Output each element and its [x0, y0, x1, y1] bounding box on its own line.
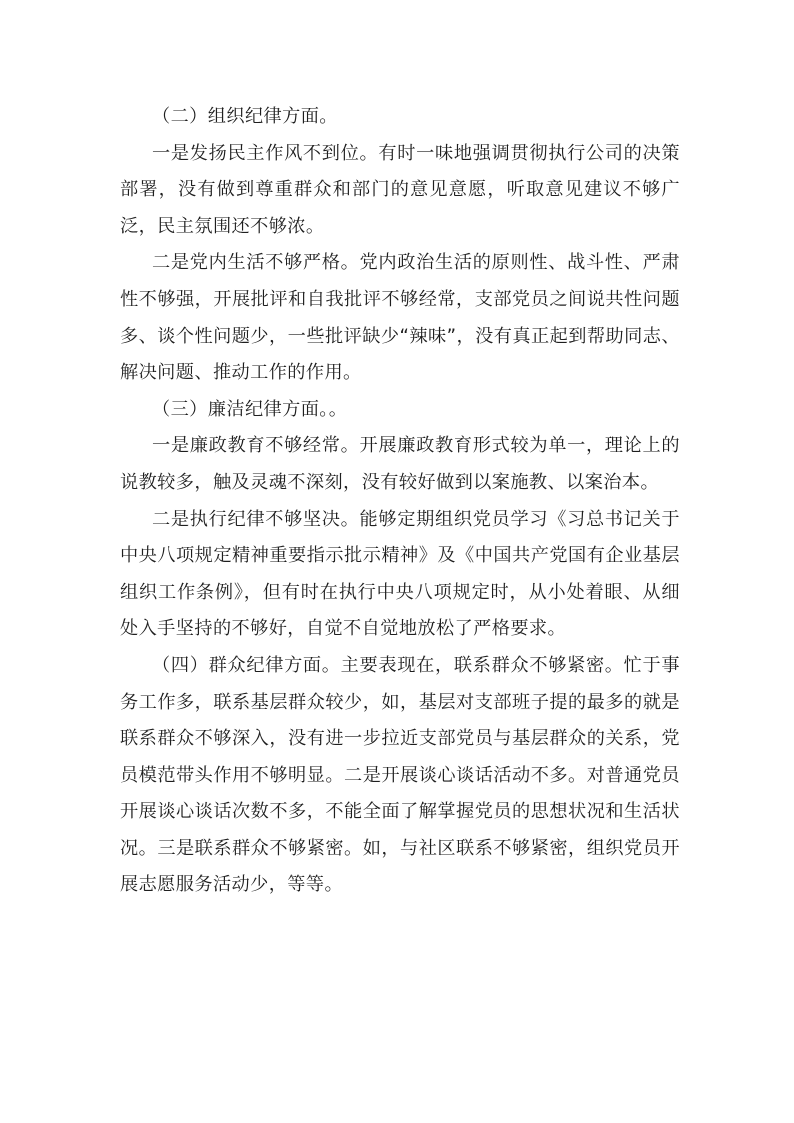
section-heading-integrity-discipline: （三）廉洁纪律方面。。	[152, 398, 348, 420]
paragraph-discipline-enforcement: 二是执行纪律不够坚决。能够定期组织党员学习《习总书记关于中央八项规定精神重要指示批示精神》及《中国共产党国有企业基层组织工作条例》，但有时在执行中央八项规定时，从小处着眼、从细处入手坚持的不够好，自觉不自觉地放松了严格要求。	[120, 508, 680, 640]
section-heading-organizational-discipline: （二）组织纪律方面。	[152, 106, 338, 127]
document-body	[120, 99, 680, 904]
paragraph-party-life: 二是党内生活不够严格。党内政治生活的原则性、战斗性、严肃性不够强，开展批评和自我批评不够经常，支部党员之间说共性问题多、谈个性问题少，一些批评缺少“辣味”，没有真正起到帮助同志、解决问题、推动工作的作用。	[120, 252, 680, 384]
paragraph-integrity-education: 一是廉政教育不够经常。开展廉政教育形式较为单一，理论上的说教较多，触及灵魂不深刻，没有较好做到以案施教、以案治本。	[120, 435, 680, 493]
paragraph-democratic-style: 一是发扬民主作风不到位。有时一味地强调贯彻执行公司的决策部署，没有做到尊重群众和部门的意见意愿，听取意见建议不够广泛，民主氛围还不够浓。	[120, 142, 680, 237]
section-mass-discipline: （四）群众纪律方面。主要表现在，联系群众不够紧密。忙于事务工作多，联系基层群众较少，如，基层对支部班子提的最多的就是联系群众不够深入，没有进一步拉近支部党员与基层群众的关系，党员模范带头作用不够明显。二是开展谈心谈话活动不多。对普通党员开展谈心谈话次数不多，不能全面了解掌握党员的思想状况和生活状况。三是联系群众不够紧密。如，与社区联系不够紧密，组织党员开展志愿服务活动少，等等。	[120, 654, 680, 896]
